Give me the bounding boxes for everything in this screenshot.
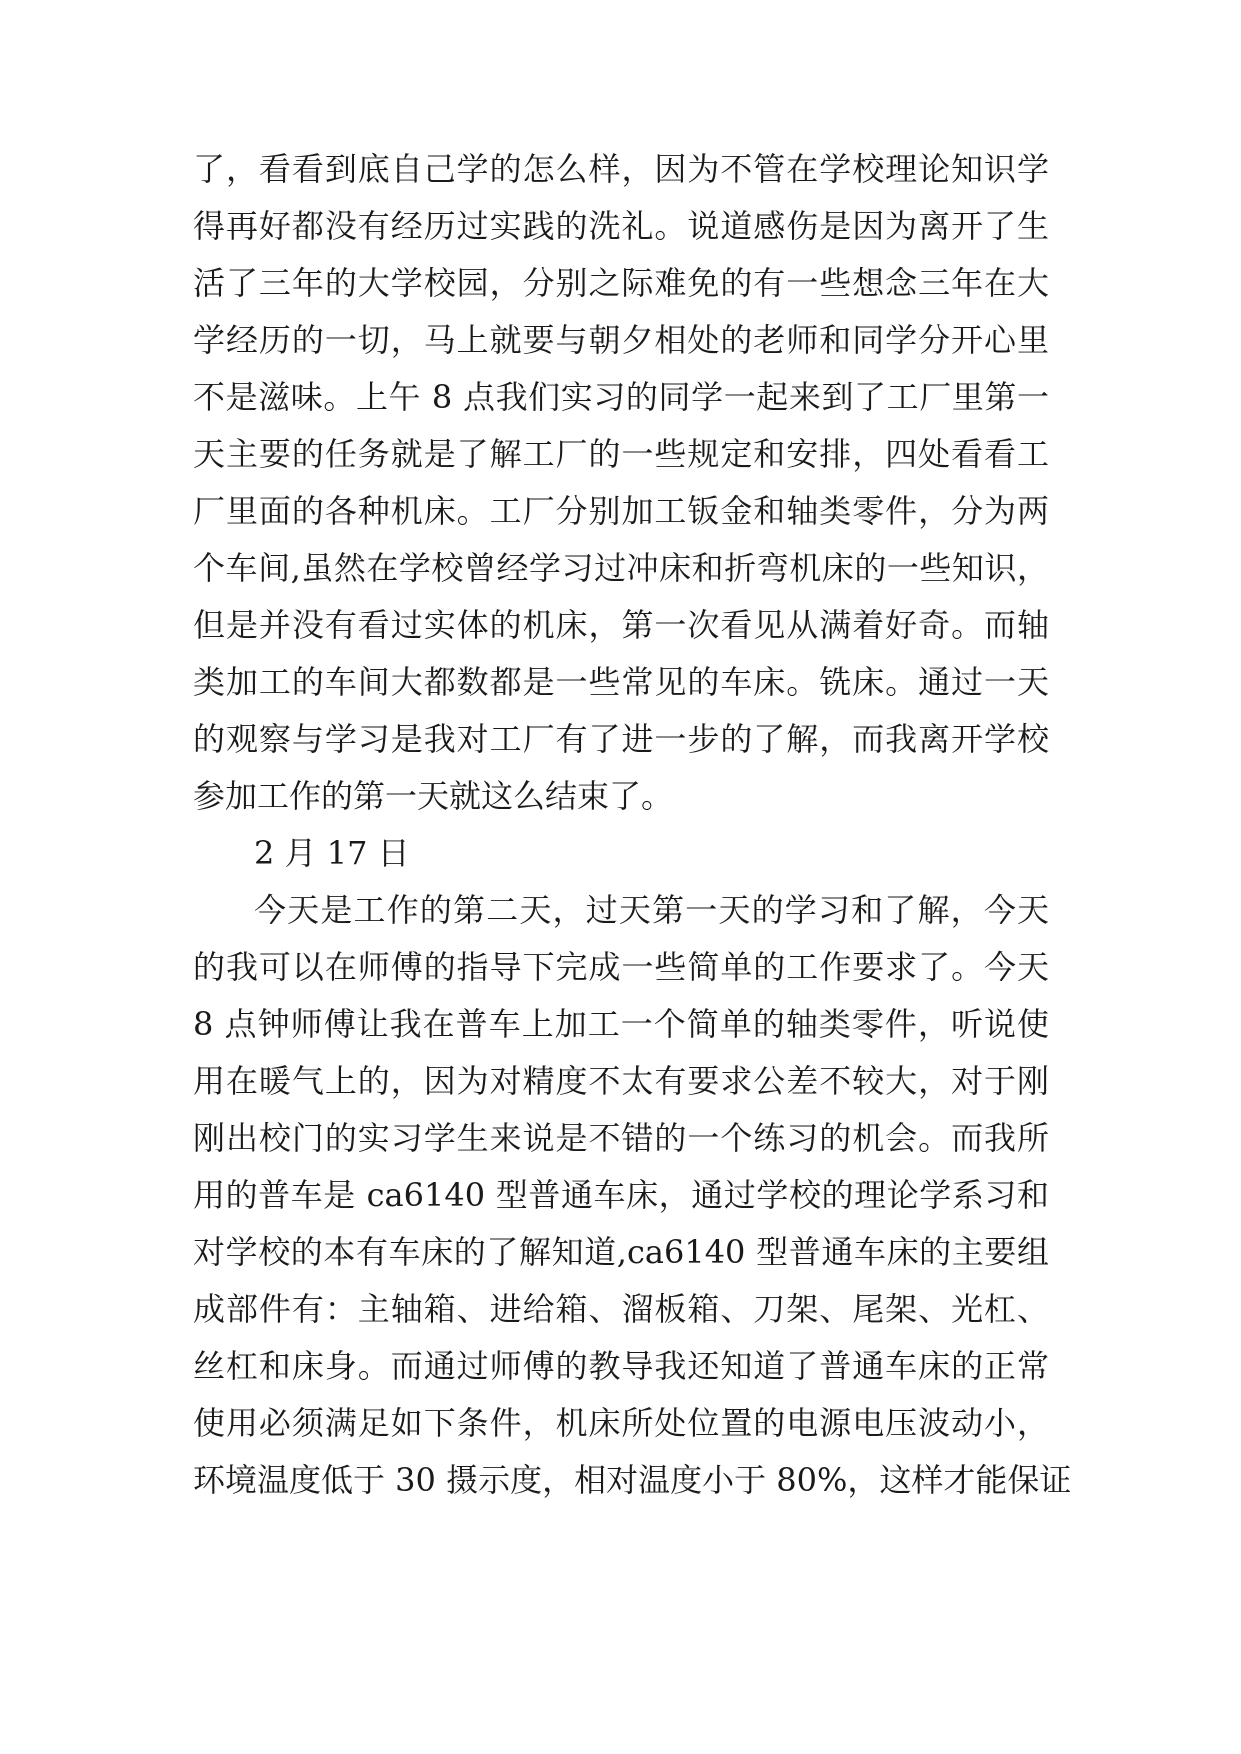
text-line: 成部件有：主轴箱、进给箱、溜板箱、刀架、尾架、光杠、 (193, 1290, 1049, 1328)
text-line: 得再好都没有经历过实践的洗礼。说道感伤是因为离开了生 (193, 207, 1049, 245)
text-line: 丝杠和床身。而通过师傅的教导我还知道了普通车床的正常 (193, 1347, 1049, 1385)
text-line: 8 点钟师傅让我在普车上加工一个简单的轴类零件，听说使 (193, 1005, 1049, 1043)
text-line: 的我可以在师傅的指导下完成一些简单的工作要求了。今天 (193, 948, 1049, 986)
text-line: 的观察与学习是我对工厂有了进一步的了解，而我离开学校 (193, 720, 1049, 758)
text-line: 不是滋味。上午 8 点我们实习的同学一起来到了工厂里第一 (193, 378, 1049, 416)
text-line: 环境温度低于 30 摄示度，相对温度小于 80%，这样才能保证 (193, 1461, 1072, 1499)
text-line: 个车间,虽然在学校曾经学习过冲床和折弯机床的一些知识， (193, 549, 1049, 587)
text-line: 刚出校门的实习学生来说是不错的一个练习的机会。而我所 (193, 1119, 1049, 1157)
date-heading: 2 月 17 日 (254, 834, 410, 872)
text-line: 类加工的车间大都数都是一些常见的车床。铣床。通过一天 (193, 663, 1049, 701)
text-line: 使用必须满足如下条件，机床所处位置的电源电压波动小， (193, 1404, 1049, 1442)
text-line: 用的普车是 ca6140 型普通车床，通过学校的理论学系习和 (193, 1176, 1049, 1214)
text-line: 用在暖气上的，因为对精度不太有要求公差不较大，对于刚 (193, 1062, 1049, 1100)
text-line: 活了三年的大学校园，分别之际难免的有一些想念三年在大 (193, 264, 1049, 302)
text-line: 天主要的任务就是了解工厂的一些规定和安排，四处看看工 (193, 435, 1049, 473)
text-line: 但是并没有看过实体的机床，第一次看见从满着好奇。而轴 (193, 606, 1049, 644)
text-line-paragraph-end: 参加工作的第一天就这么结束了。 (193, 777, 674, 815)
text-line: 厂里面的各种机床。工厂分别加工钣金和轴类零件，分为两 (193, 492, 1049, 530)
text-line: 了，看看到底自己学的怎么样，因为不管在学校理论知识学 (193, 150, 1049, 188)
text-line: 对学校的本有车床的了解知道,ca6140 型普通车床的主要组 (193, 1233, 1049, 1271)
text-line-paragraph-start: 今天是工作的第二天，过天第一天的学习和了解，今天 (254, 891, 1049, 929)
text-line: 学经历的一切，马上就要与朝夕相处的老师和同学分开心里 (193, 321, 1049, 359)
